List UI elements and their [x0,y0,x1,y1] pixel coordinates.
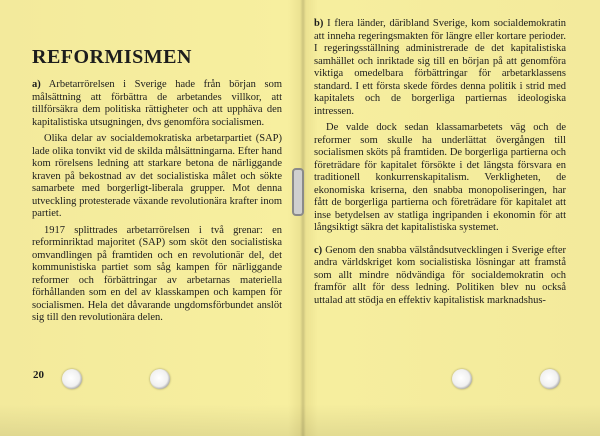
page-title: REFORMISMEN [32,46,192,68]
paragraph-b-marker: b) [314,18,324,29]
paragraph-c [314,245,566,308]
paragraph-3: 1917 splittrades arbetarrörelsen i två grenar: en reforminriktad majoritet (SAP) som sköt den socialistiska omvandlingen på framtiden och en revolutionär del, det kommunistiska partiet som såg kampen för närliggande reformer och förbättringar av arbetarnas materiella förhållanden som en del av klasskampen och kampen för socialismen. Hela det dåvarande ungdomsförbundet anslöt sig till den revolutionära delen. [32,224,282,323]
paragraph-b [314,18,566,118]
punch-hole-right-1 [452,369,472,389]
paragraph-c-marker: c) [314,244,323,256]
left-page [32,46,282,386]
paragraph-c-text: Genom den snabba välståndsutvecklingen i Sverige efter andra världskriget kom socialistiska lösningar att framstå som allt mindre nödvändiga för socialdemokratin och framför allt för dess ledning. Politiken blev nu också uttalad att stödja en effektiv kapitalistisk marknadshus- [314,244,567,306]
punch-hole-left-1 [62,369,82,389]
paragraph-b-text: I flera länder, däribland Sverige, kom socialdemokratin att inneha regeringsmakten för längre eller kortare perioder. I regeringsställning administrerade de det kapitalistiska samhället och inriktade sig till en början på att genomföra viktiga omedelbara förbättringar för arbetarklassens standard. I ett första skede fördes denna politik i strid med kapitalets och de borgerliga partiernas ideologiska intressen. [314,18,567,117]
bottom-edge-shadow [0,404,600,436]
punch-hole-left-2 [150,369,170,389]
page-number: 20 [33,369,44,381]
page-gutter [300,0,306,436]
paragraph-a-text: Arbetarrörelsen i Sverige hade från början som målsättning att förbättra de arbetandes villkor, att tillförsäkra dem politiska rättigheter och att upphäva den kapitalistiska utsugningen, dvs genomföra socialismen. [32,79,282,128]
punch-hole-right-2 [540,369,560,389]
paragraph-a [32,79,282,129]
right-page [314,18,566,418]
paragraph-2: Olika delar av socialdemokratiska arbetarpartiet (SAP) lade olika tonvikt vid de skilda målsättningarna. Efter hand kom rörelsens ledning att starkare betona de närliggande kraven på bekostnad av det socialistiska målet och sökte samarbete med borgerligt-liberala grupper. Mot denna utveckling protesterade växande revolutionära krafter inom partiet. [32,133,282,219]
paragraph-a-marker: a) [32,79,41,90]
binding-staple [292,168,304,216]
paragraph-b2: De valde dock sedan klassamarbetets väg och de reformer som skulle ha underlättat övergången till socialismen sköts på framtiden. De borgerliga partierna och företrädare för kapitalet försökte i det längsta försvara en traditionell konkurrenskapitalism. Verkligheten, de ekonomiska kriserna, den snabba monopoliseringen, har fått de borgerliga partierna och företrädare för kapitalet att inse betydelsen av statliga ingripanden i ekonomin för att långsiktigt säkra det kapitalistiska systemet. [314,122,566,233]
